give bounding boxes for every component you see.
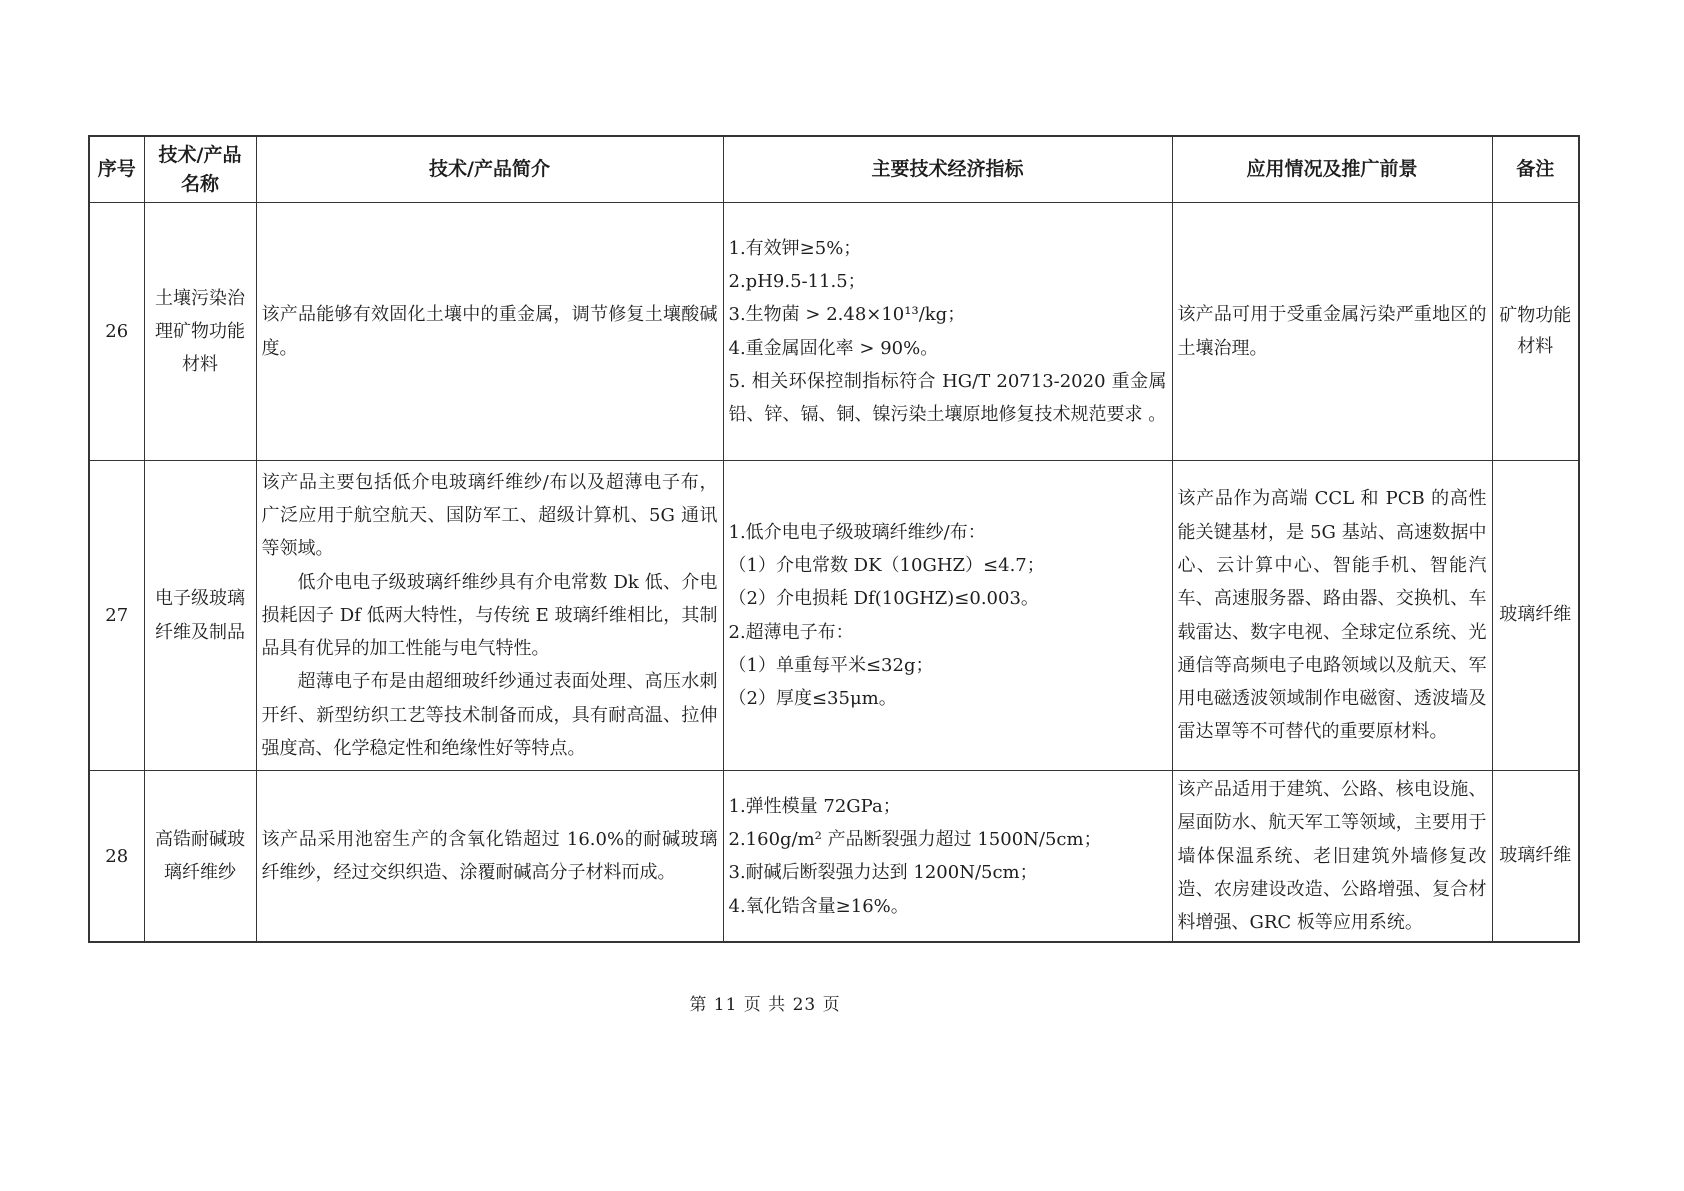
remark-cell: 玻璃纤维 [1492,771,1579,943]
indicator-line: 2.超薄电子布： [728,621,854,643]
col-header-application: 应用情况及推广前景 [1172,136,1492,203]
indicator-line: 5. 相关环保控制指标符合 HG/T 20713-2020 重金属铅、锌、镉、铜、镍污染土壤原地修复技术规范要求 。 [728,370,1167,426]
indicators-cell [723,771,1172,943]
application-paragraph: 该产品可用于受重金属污染严重地区的土壤治理。 [1177,304,1487,359]
application-paragraph: 该产品作为高端 CCL 和 PCB 的高性能关键基材，是 5G 基站、高速数据中心、云计算中心、智能手机、智能汽车、高速服务器、路由器、交换机、车载雷达、数字电视、全球定位系统、光通信等高频电子电路领域以及航天、军用电磁透波领域制作电磁窗、透波墙及雷达罩等不可替代的重要原材料。 [1177,488,1487,743]
intro-cell [256,771,723,943]
page-footer: 第 11 页 共 23 页 [689,995,841,1015]
serial-cell: 26 [89,203,144,461]
indicator-line: （2）厚度≤35μm。 [728,688,897,710]
indicator-line: （1）介电常数 DK（10GHZ）≤4.7； [728,554,1045,576]
indicator-line: 3.生物菌 > 2.48×10¹³/kg； [728,304,966,326]
col-header-name: 技术/产品 名称 [144,136,256,203]
indicators-cell [723,203,1172,461]
application-cell [1172,461,1492,771]
intro-paragraph: 超薄电子布是由超细玻纤纱通过表面处理、高压水刺开纤、新型纺织工艺等技术制备而成，具有耐高温、拉伸强度高、化学稳定性和绝缘性好等特点。 [261,671,718,760]
indicator-line: 2.pH9.5-11.5； [728,270,866,292]
indicator-line: 1.弹性模量 72GPa； [728,795,901,817]
indicator-line: （1）单重每平米≤32g； [728,654,934,676]
col-header-intro: 技术/产品简介 [256,136,723,203]
col-header-indicators: 主要技术经济指标 [723,136,1172,203]
indicator-line: 4.重金属固化率 > 90%。 [728,337,939,359]
table-row-28 [89,771,1579,943]
remark-cell: 玻璃纤维 [1492,461,1579,771]
col-header-remark: 备注 [1492,136,1579,203]
table-header-row [89,136,1579,203]
intro-cell [256,203,723,461]
remark-cell: 矿物功能材料 [1492,203,1579,461]
product-name-cell: 电子级玻璃纤维及制品 [144,461,256,771]
intro-paragraph: 该产品采用池窑生产的含氧化锆超过 16.0%的耐碱玻璃纤维纱，经过交织织造、涂覆耐碱高分子材料而成。 [261,828,718,884]
indicator-line: 3.耐碱后断裂强力达到 1200N/5cm； [728,862,1038,884]
table-row-26 [89,203,1579,461]
indicator-line: 1.有效钾≥5%； [728,237,862,259]
indicators-cell [723,461,1172,771]
product-name-cell: 土壤污染治理矿物功能材料 [144,203,256,461]
indicator-line: 2.160g/m² 产品断裂强力超过 1500N/5cm； [728,828,1102,850]
serial-cell: 27 [89,461,144,771]
intro-paragraph: 该产品主要包括低介电玻璃纤维纱/布以及超薄电子布，广泛应用于航空航天、国防军工、超级计算机、5G 通讯等领域。 [261,471,718,560]
intro-cell [256,461,723,771]
application-cell [1172,771,1492,943]
table-row-27 [89,461,1579,771]
intro-paragraph: 该产品能够有效固化土壤中的重金属，调节修复土壤酸碱度。 [261,304,718,359]
application-paragraph: 该产品适用于建筑、公路、核电设施、屋面防水、航天军工等领域，主要用于墙体保温系统、老旧建筑外墙修复改造、农房建设改造、公路增强、复合材料增强、GRC 板等应用系统。 [1177,779,1487,934]
serial-cell: 28 [89,771,144,943]
product-table [88,135,1580,943]
indicator-line: （2）介电损耗 Df(10GHZ)≤0.003。 [728,588,1039,610]
indicator-line: 4.氧化锆含量≥16%。 [728,895,909,917]
intro-paragraph: 低介电电子级玻璃纤维纱具有介电常数 Dk 低、介电损耗因子 Df 低两大特性，与传统 E 玻璃纤维相比，其制品具有优异的加工性能与电气特性。 [261,571,718,660]
indicator-line: 1.低介电电子级玻璃纤维纱/布： [728,521,986,543]
col-header-serial: 序号 [89,136,144,203]
application-cell [1172,203,1492,461]
product-name-cell: 高锆耐碱玻璃纤维纱 [144,771,256,943]
